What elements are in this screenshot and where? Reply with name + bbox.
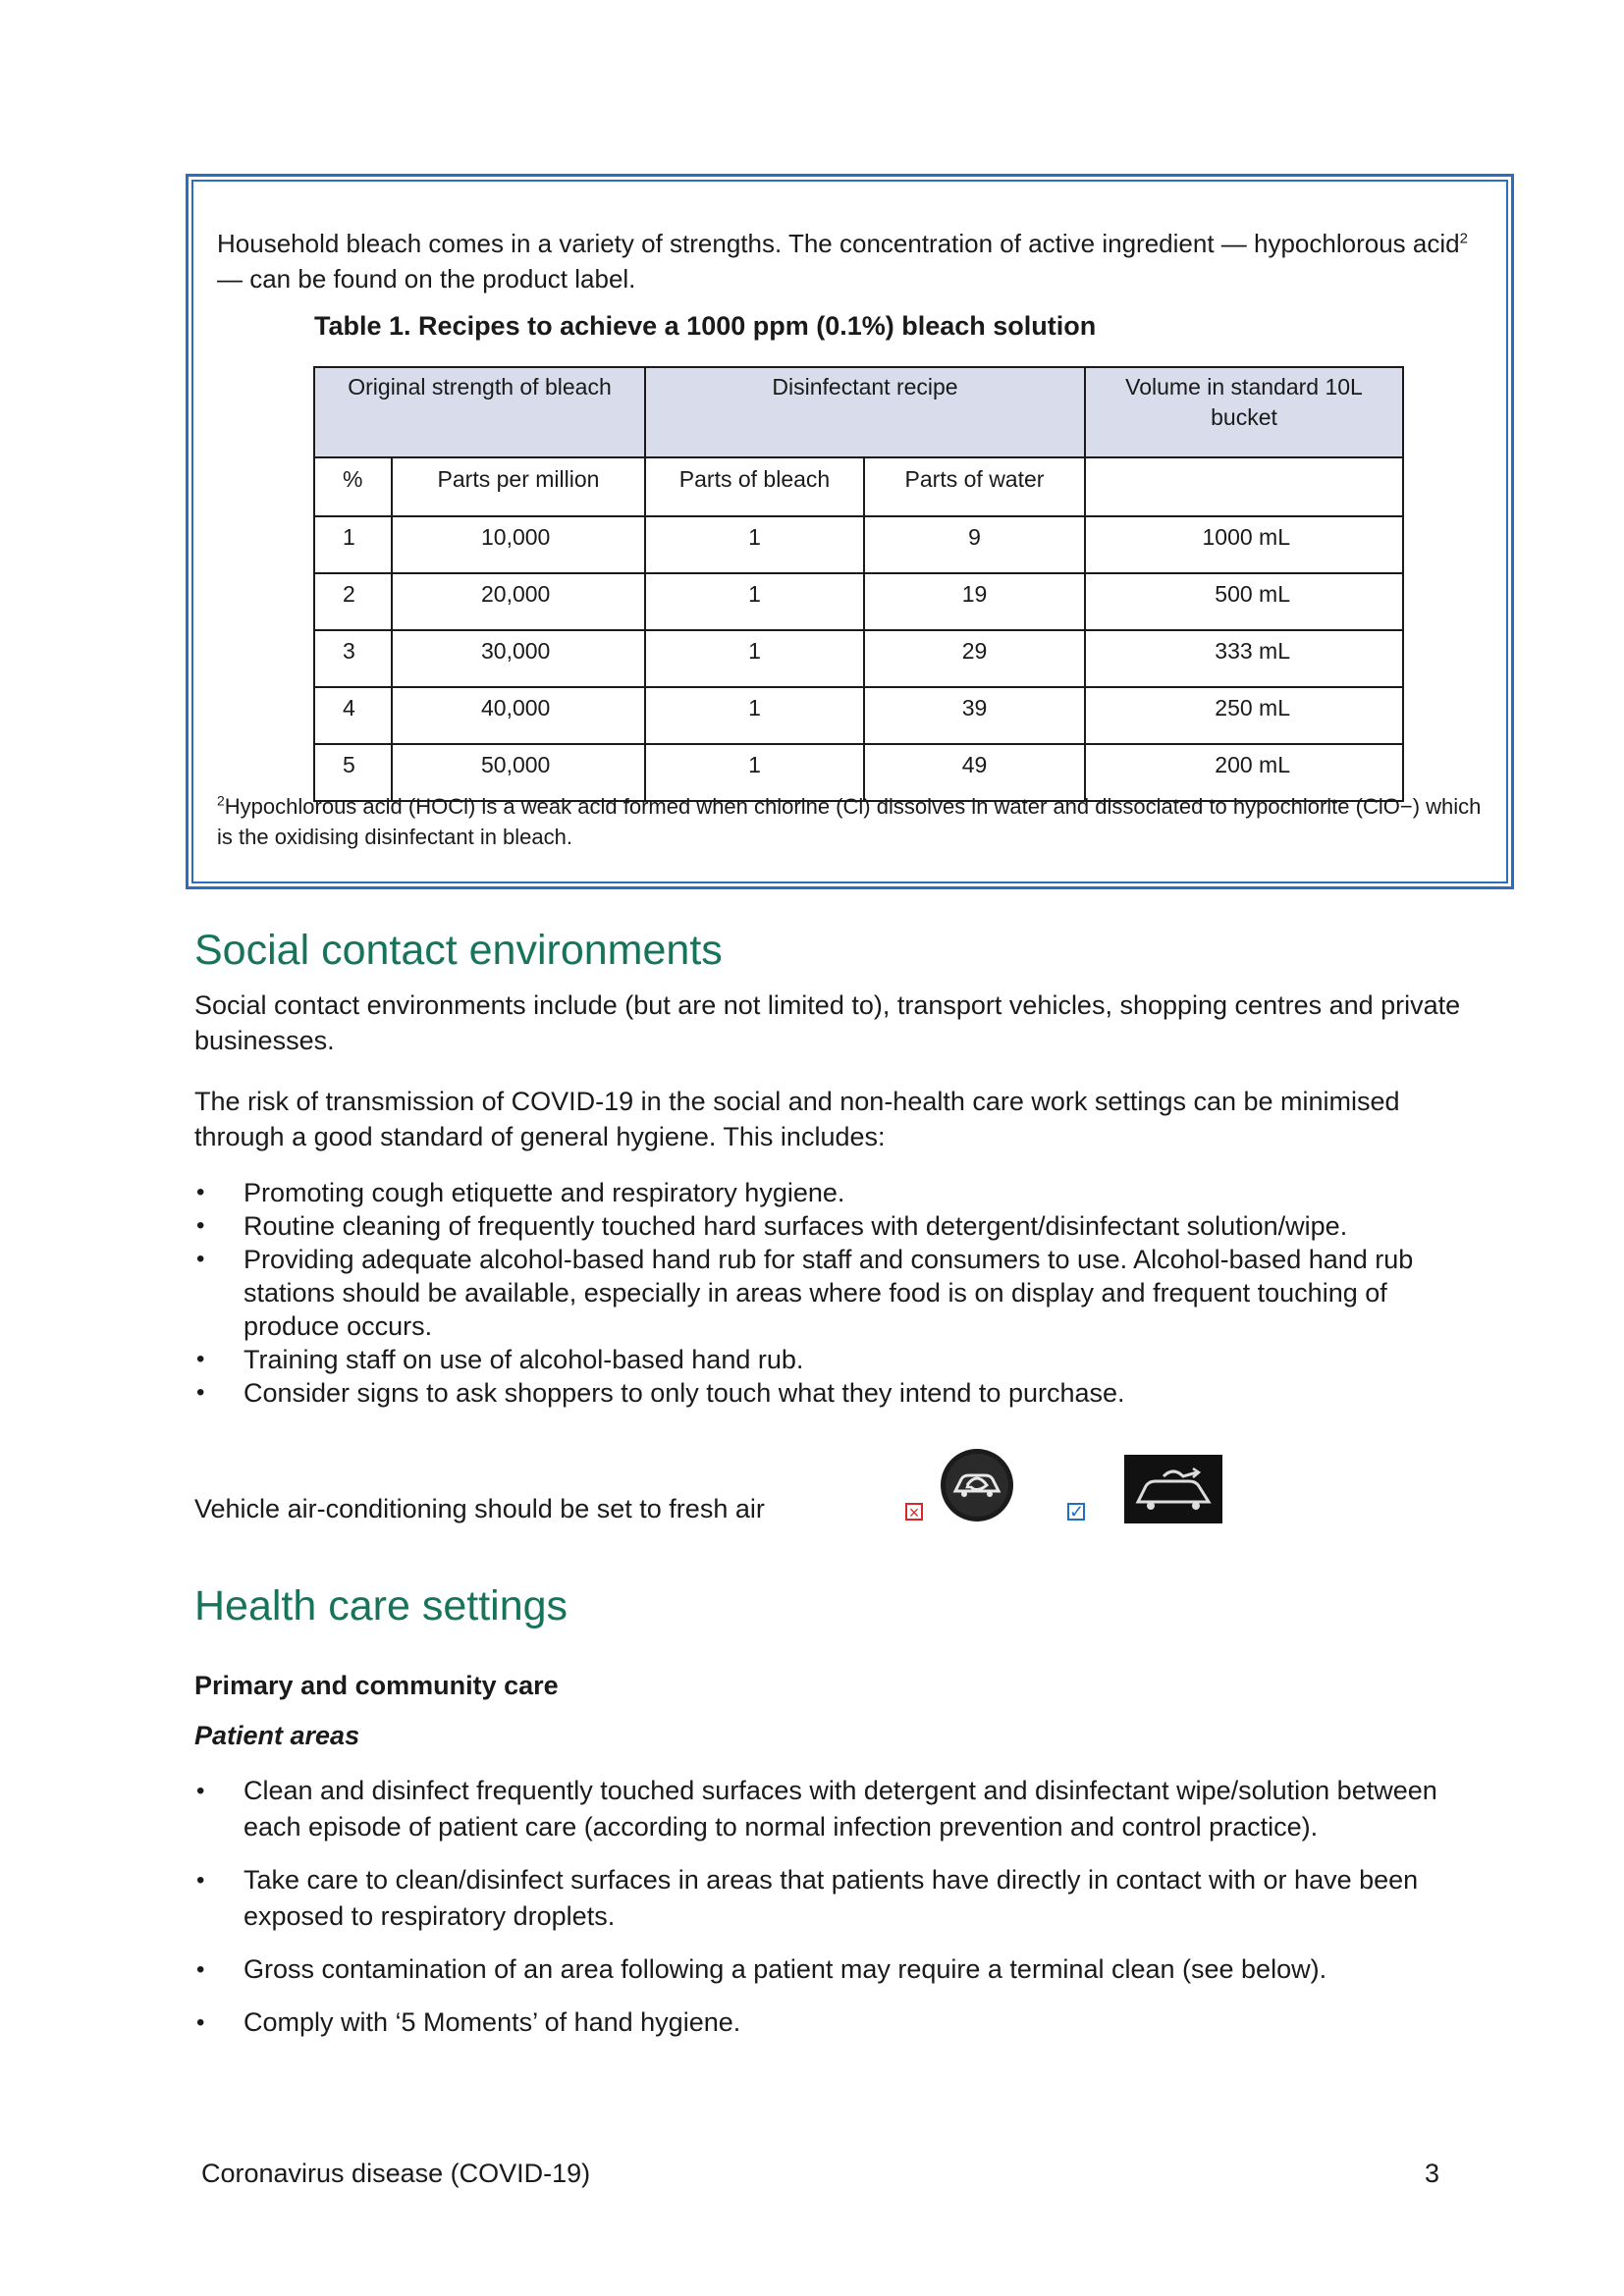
footnote: $^2$Hypochlorous acid (HOCl) is a weak acid formed when chlorine (Cl) dissolves in water and dissociated to hypochlorite (ClO−) which is the oxidising disinfectant in bleach. [217, 792, 1482, 849]
list-item: • Promoting cough etiquette and respiratory hygiene. [194, 1176, 1471, 1209]
header-disinfectant-recipe: Disinfectant recipe [645, 367, 1085, 457]
cell-volume: 333 mL [1085, 630, 1403, 687]
table-row [314, 687, 1403, 744]
header-parts-water: Parts of water [864, 457, 1085, 516]
cell-percent: 4 [314, 687, 392, 744]
health-bullet-list [194, 1773, 1471, 2057]
cell-volume: 250 mL [1085, 687, 1403, 744]
cell-volume: 1000 mL [1085, 516, 1403, 573]
page-number: 3 [1425, 2159, 1440, 2188]
header-original-strength: Original strength of bleach [314, 367, 645, 457]
primary-care-subheading: Primary and community care [194, 1671, 559, 1700]
list-item: • Take care to clean/disinfect surfaces in areas that patients have directly in contact with or have been exposed to respiratory droplets. [194, 1862, 1471, 1935]
list-item: • Clean and disinfect frequently touched surfaces with detergent and disinfectant wipe/solution between each episode of patient care (according to normal infection prevention and control practice). [194, 1773, 1471, 1845]
cell-parts-water: 39 [864, 687, 1085, 744]
cell-ppm: 50,000 [392, 744, 645, 801]
cell-parts-water: 49 [864, 744, 1085, 801]
table-row [314, 630, 1403, 687]
cell-parts-bleach: 1 [645, 687, 864, 744]
correct-mark-icon: ✓ [1069, 1502, 1085, 1522]
table-row [314, 573, 1403, 630]
bleach-info-box [186, 174, 1514, 889]
header-percent: % [314, 457, 392, 516]
list-item: • Routine cleaning of frequently touched hard surfaces with detergent/disinfectant solution/wipe. [194, 1209, 1471, 1243]
header-ppm: Parts per million [392, 457, 645, 516]
cell-volume: 500 mL [1085, 573, 1403, 630]
header-empty [1085, 457, 1403, 516]
health-heading: Health care settings [194, 1582, 568, 1629]
cell-percent: 3 [314, 630, 392, 687]
list-item: • Consider signs to ask shoppers to only touch what they intend to purchase. [194, 1376, 1471, 1410]
list-item: • Training staff on use of alcohol-based hand rub. [194, 1343, 1471, 1376]
bleach-intro-text: Household bleach comes in a variety of strengths. The concentration of active ingredient — hypochlorous acid$^2$ — can be found on the product label. [217, 229, 1468, 294]
cell-volume: 200 mL [1085, 744, 1403, 801]
cell-ppm: 30,000 [392, 630, 645, 687]
cell-parts-bleach: 1 [645, 630, 864, 687]
wrong-mark-icon: × [905, 1503, 923, 1521]
list-item: • Comply with ‘5 Moments’ of hand hygiene. [194, 2004, 1471, 2041]
fresh-air-icon [1124, 1455, 1222, 1523]
cell-ppm: 10,000 [392, 516, 645, 573]
cell-percent: 1 [314, 516, 392, 573]
social-heading: Social contact environments [194, 927, 723, 974]
cell-ppm: 20,000 [392, 573, 645, 630]
social-para-2: The risk of transmission of COVID-19 in the social and non-health care work settings can be minimised through a good standard of general hygiene. This includes: [194, 1087, 1400, 1151]
table-row [314, 516, 1403, 573]
header-parts-bleach: Parts of bleach [645, 457, 864, 516]
recirculate-air-icon [940, 1448, 1014, 1522]
bleach-recipe-table [313, 366, 1404, 802]
cell-percent: 5 [314, 744, 392, 801]
patient-areas-subheading: Patient areas [194, 1721, 360, 1750]
header-volume: Volume in standard 10L bucket [1085, 367, 1403, 457]
cell-parts-bleach: 1 [645, 744, 864, 801]
cell-parts-water: 19 [864, 573, 1085, 630]
table-caption: Table 1. Recipes to achieve a 1000 ppm (0.1%) bleach solution [314, 311, 1097, 341]
cell-ppm: 40,000 [392, 687, 645, 744]
aircon-text: Vehicle air-conditioning should be set to fresh air [194, 1494, 765, 1523]
list-item: • Providing adequate alcohol-based hand rub for staff and consumers to use. Alcohol-based hand rub stations should be available, especially in areas where food is on display and frequent touching of produce occurs. [194, 1243, 1471, 1343]
cell-parts-bleach: 1 [645, 516, 864, 573]
footer-title: Coronavirus disease (COVID-19) [201, 2159, 591, 2188]
cell-parts-water: 29 [864, 630, 1085, 687]
social-para-1: Social contact environments include (but are not limited to), transport vehicles, shopping centres and private businesses. [194, 990, 1461, 1055]
social-bullet-list [194, 1176, 1471, 1410]
cell-parts-water: 9 [864, 516, 1085, 573]
table-sub-header-row [314, 457, 1403, 516]
cell-percent: 2 [314, 573, 392, 630]
list-item: • Gross contamination of an area following a patient may require a terminal clean (see below). [194, 1951, 1471, 1988]
cell-parts-bleach: 1 [645, 573, 864, 630]
table-group-header-row [314, 367, 1403, 457]
